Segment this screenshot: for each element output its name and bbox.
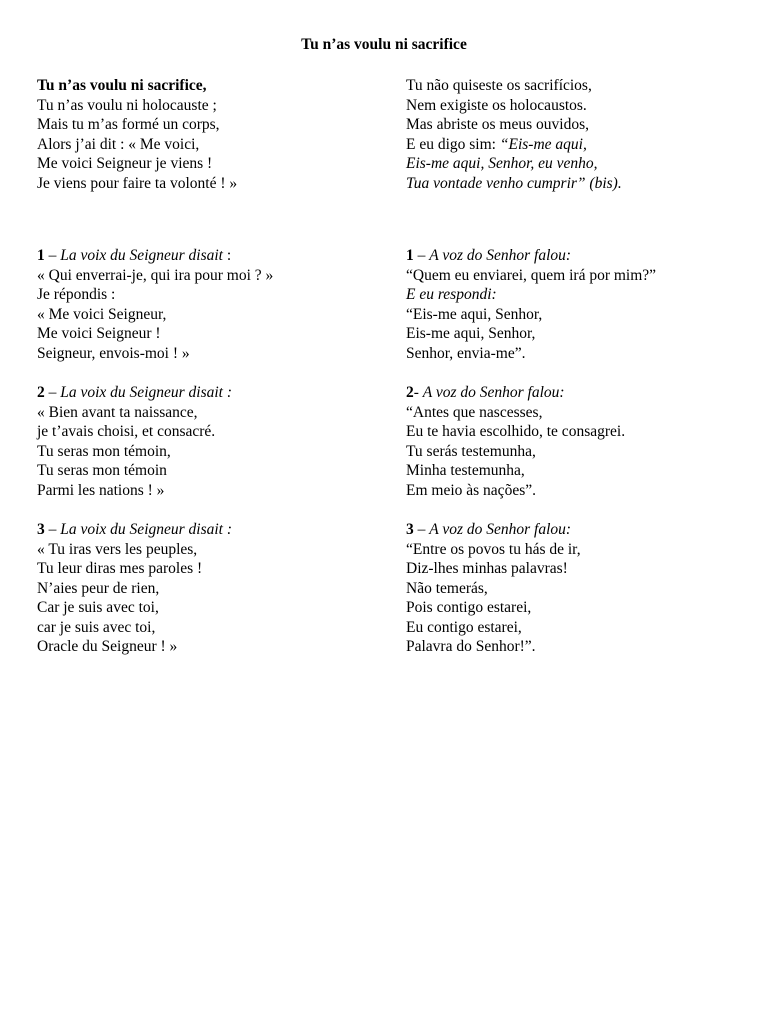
verse-dash: – bbox=[44, 384, 61, 401]
verse-line: Em meio às nações”. bbox=[406, 481, 536, 499]
verse-heading bbox=[406, 383, 625, 403]
verse-line: Minha testemunha, bbox=[406, 462, 525, 479]
verse-heading-text: A voz do Senhor falou: bbox=[429, 247, 572, 264]
verse-heading bbox=[37, 246, 273, 266]
verse-line: Je répondis : bbox=[37, 286, 116, 303]
verse-line: Parmi les nations ! » bbox=[37, 481, 165, 499]
portuguese-verse-1 bbox=[406, 246, 656, 363]
verse-line: Eu contigo estarei, bbox=[406, 618, 522, 636]
portuguese-verse-3 bbox=[406, 520, 581, 657]
verse-line: car je suis avec toi, bbox=[37, 618, 156, 636]
verse-line: “Eis-me aqui, Senhor, bbox=[406, 305, 543, 323]
verse-line: E eu respondi: bbox=[406, 286, 497, 303]
verse-line: Me voici Seigneur ! bbox=[37, 325, 161, 342]
verse-line: Diz-lhes minhas palavras! bbox=[406, 560, 568, 577]
verse-line: Tu serás testemunha, bbox=[406, 442, 536, 460]
verse-line: Tu leur diras mes paroles ! bbox=[37, 560, 203, 577]
page-title: Tu n’as voulu ni sacrifice bbox=[301, 36, 467, 53]
verse-line: Tua vontade venho cumprir” (bis). bbox=[406, 174, 622, 192]
verse-line: Eis-me aqui, Senhor, eu venho, bbox=[406, 155, 598, 172]
verse-line: Tu seras mon témoin bbox=[37, 462, 167, 479]
verse-line: Tu não quiseste os sacrifícios, bbox=[406, 77, 592, 94]
verse-dash: – bbox=[44, 521, 61, 538]
verse-line: « Bien avant ta naissance, bbox=[37, 403, 198, 421]
verse-line: « Tu iras vers les peuples, bbox=[37, 540, 198, 558]
french-verse-1 bbox=[37, 246, 273, 363]
verse-dash: – bbox=[413, 521, 430, 538]
verse-line-italic: “Eis-me aqui, bbox=[499, 135, 587, 153]
verse-line: « Qui enverrai-je, qui ira pour moi ? » bbox=[37, 266, 274, 284]
portuguese-verse-2 bbox=[406, 383, 625, 500]
verse-line: Senhor, envia-me”. bbox=[406, 344, 526, 362]
verse-line: N’aies peur de rien, bbox=[37, 579, 160, 597]
verse-heading bbox=[37, 383, 232, 403]
verse-line: Tu seras mon témoin, bbox=[37, 442, 171, 460]
french-verse-2 bbox=[37, 383, 232, 500]
french-verse-3 bbox=[37, 520, 232, 657]
verse-line: Nem exigiste os holocaustos. bbox=[406, 96, 587, 114]
verse-heading-end: : bbox=[223, 247, 232, 264]
verse-line: “Antes que nascesses, bbox=[406, 403, 543, 421]
verse-line: Mas abriste os meus ouvidos, bbox=[406, 116, 589, 133]
verse-line: “Entre os povos tu hás de ir, bbox=[406, 540, 581, 558]
portuguese-refrain bbox=[406, 76, 622, 193]
verse-line: Mais tu m’as formé un corps, bbox=[37, 116, 220, 133]
verse-heading-text: A voz do Senhor falou: bbox=[422, 384, 565, 401]
verse-heading bbox=[406, 246, 656, 266]
verse-line: Je viens pour faire ta volonté ! » bbox=[37, 174, 238, 192]
verse-line: Tu n’as voulu ni holocauste ; bbox=[37, 96, 217, 114]
verse-line: Pois contigo estarei, bbox=[406, 599, 532, 616]
verse-heading-text: La voix du Seigneur disait : bbox=[60, 384, 233, 401]
verse-line: je t’avais choisi, et consacré. bbox=[37, 423, 216, 440]
verse-line: Palavra do Senhor!”. bbox=[406, 638, 536, 655]
verse-line bbox=[406, 135, 622, 155]
verse-heading bbox=[406, 520, 581, 540]
verse-line: Car je suis avec toi, bbox=[37, 599, 159, 616]
verse-dash: - bbox=[413, 384, 423, 401]
verse-line: Eis-me aqui, Senhor, bbox=[406, 325, 536, 342]
verse-number: 2 bbox=[37, 384, 45, 401]
verse-line: « Me voici Seigneur, bbox=[37, 305, 167, 323]
verse-number: 3 bbox=[406, 521, 414, 538]
verse-line: Alors j’ai dit : « Me voici, bbox=[37, 135, 200, 153]
verse-number: 1 bbox=[37, 247, 45, 264]
verse-dash: – bbox=[44, 247, 61, 264]
french-refrain bbox=[37, 76, 237, 193]
verse-heading-text: A voz do Senhor falou: bbox=[429, 521, 572, 538]
verse-heading-text: La voix du Seigneur disait : bbox=[60, 521, 233, 538]
verse-line: Eu te havia escolhido, te consagrei. bbox=[406, 423, 626, 440]
verse-number: 2 bbox=[406, 384, 414, 401]
verse-line: “Quem eu enviarei, quem irá por mim?” bbox=[406, 266, 657, 284]
verse-line: Tu n’as voulu ni sacrifice, bbox=[37, 77, 207, 94]
verse-dash: – bbox=[413, 247, 430, 264]
verse-number: 3 bbox=[37, 521, 45, 538]
verse-heading bbox=[37, 520, 232, 540]
verse-line: Me voici Seigneur je viens ! bbox=[37, 155, 213, 172]
verse-line: Seigneur, envois-moi ! » bbox=[37, 344, 190, 362]
verse-line: Oracle du Seigneur ! » bbox=[37, 638, 178, 655]
verse-line: Não temerás, bbox=[406, 579, 488, 597]
verse-line-plain: E eu digo sim: bbox=[406, 135, 500, 153]
verse-number: 1 bbox=[406, 247, 414, 264]
verse-heading-text: La voix du Seigneur disait bbox=[60, 247, 223, 264]
